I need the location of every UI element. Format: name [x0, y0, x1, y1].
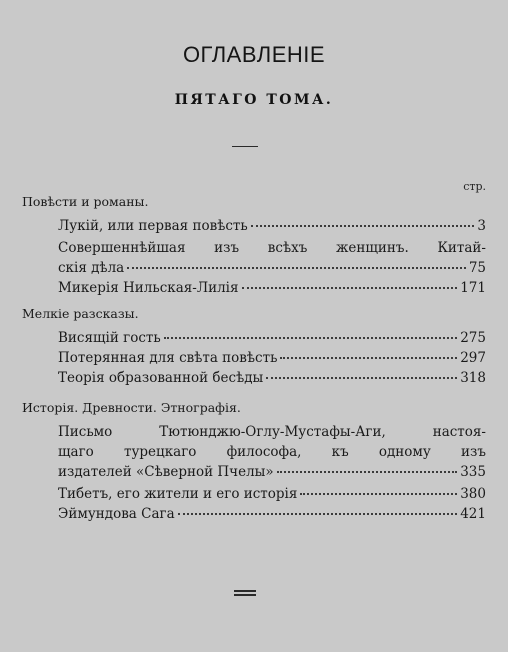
page-title: ОГЛАВЛЕНІЕ	[182, 42, 326, 67]
entry-page: 275	[460, 330, 486, 346]
entry-title: Теорія образованной бесѣды	[58, 370, 264, 386]
toc-entry	[58, 370, 486, 386]
toc-entry	[58, 260, 486, 276]
entry-title: Висящій гость	[58, 330, 161, 346]
leader-dots	[178, 513, 458, 515]
leader-dots	[242, 287, 458, 289]
toc-entry	[58, 218, 486, 234]
page-column-label: стр.	[463, 180, 486, 193]
entry-title: Тибетъ, его жители и его исторія	[58, 486, 298, 502]
entry-page: 335	[460, 464, 486, 480]
leader-dots	[266, 377, 457, 379]
entry-page: 171	[460, 280, 486, 296]
toc-entry	[58, 464, 486, 480]
entry-title: Эймундова Сага	[58, 506, 175, 522]
entry-page: 297	[460, 350, 486, 366]
entry-page: 318	[460, 370, 486, 386]
entry-title: издателей «Сѣверной Пчелы»	[58, 464, 274, 480]
page-subtitle: ПЯТАГО ТОМА.	[174, 92, 334, 108]
entry-page: 3	[477, 218, 486, 234]
toc-entry	[58, 506, 486, 522]
rule-line	[234, 594, 256, 596]
entry-title: Микерія Нильская-Лилія	[58, 280, 239, 296]
section-heading: Исторія. Древности. Этнографія.	[22, 400, 241, 415]
entry-title-line: щаго турецкаго философа, къ одному изъ	[58, 444, 486, 460]
entry-title: Лукій, или первая повѣсть	[58, 218, 248, 234]
toc-entry	[58, 330, 486, 346]
toc-entry	[58, 280, 486, 296]
leader-dots	[251, 225, 475, 227]
leader-dots	[277, 471, 458, 473]
entry-page: 75	[468, 260, 486, 276]
leader-dots	[280, 357, 457, 359]
entry-title-line: Письмо Тютюнджю-Оглу-Мустафы-Аги, настоя-	[58, 424, 486, 440]
entry-title-line: Совершеннѣйшая изъ всѣхъ женщинъ. Китай-	[58, 240, 486, 256]
entry-page: 421	[460, 506, 486, 522]
closing-double-rule	[234, 590, 256, 596]
toc-entry	[58, 486, 486, 502]
section-heading: Мелкіе разсказы.	[22, 306, 139, 321]
entry-page: 380	[460, 486, 486, 502]
entry-title: скія дѣла	[58, 260, 125, 276]
leader-dots	[300, 493, 457, 495]
toc-entry	[58, 350, 486, 366]
section-heading: Повѣсти и романы.	[22, 194, 149, 209]
leader-dots	[127, 267, 466, 269]
rule-line	[234, 590, 256, 592]
leader-dots	[164, 337, 457, 339]
short-rule	[232, 146, 258, 147]
entry-title: Потерянная для свѣта повѣсть	[58, 350, 278, 366]
